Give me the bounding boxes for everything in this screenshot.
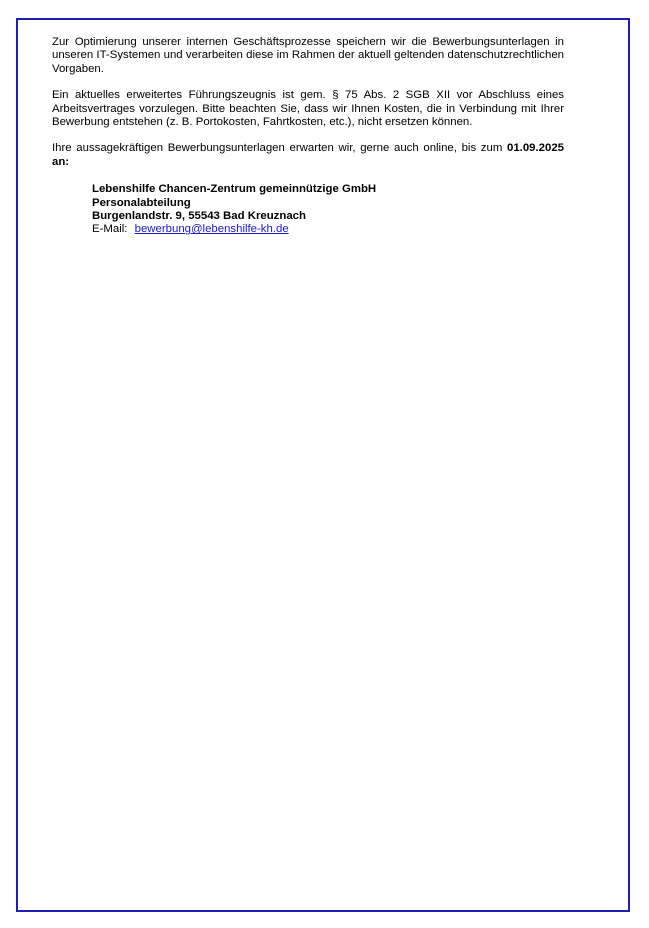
deadline-text: Ihre aussagekräftigen Bewerbungsunterlagen erwarten wir, gerne auch online, bis zum: [52, 142, 503, 155]
email-line: [92, 223, 564, 236]
data-protection-paragraph: Zur Optimierung unserer internen Geschäftsprozesse speichern wir die Bewerbungsunterlagen in unseren IT-Systemen und verarbeiten diese im Rahmen der aktuell geltenden datenschutzrechtlichen Vorgaben.: [52, 36, 564, 75]
deadline-date: 01.09.2025: [506, 142, 564, 155]
email-link[interactable]: bewerbung@lebenshilfe-kh.de: [134, 223, 289, 236]
criminal-record-paragraph: Ein aktuelles erweitertes Führungszeugnis ist gem. § 75 Abs. 2 SGB XII vor Abschluss eines Arbeitsvertrages vorzulegen. Bitte beachten Sie, dass wir Ihnen Kosten, die in Verbindung mit Ihrer Bewerbung entstehen (z. B. Portokosten, Fahrtkosten, etc.), nicht ersetzen können.: [52, 89, 564, 129]
organization-name: Lebenshilfe Chancen-Zentrum gemeinnützige GmbH: [92, 183, 377, 196]
deadline-suffix: an:: [52, 155, 70, 168]
department-name: Personalabteilung: [92, 196, 191, 209]
street-address: Burgenlandstr. 9, 55543 Bad Kreuznach: [92, 210, 306, 223]
email-label: E-Mail:: [92, 223, 128, 236]
document-body: [52, 36, 564, 237]
deadline-paragraph: [52, 142, 564, 169]
address-block: [92, 183, 564, 237]
